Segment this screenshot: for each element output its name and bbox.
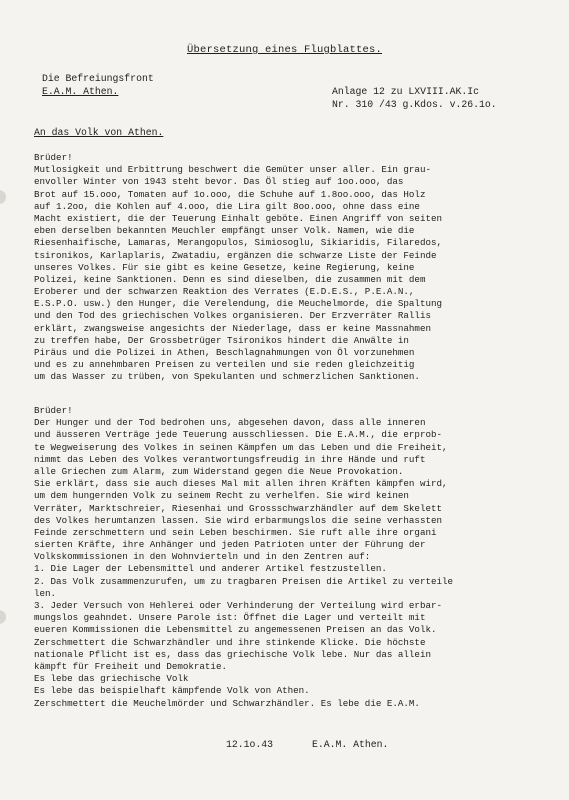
punch-hole — [0, 190, 6, 204]
text-line: eueren Kommissionen die Lebensmittel zu angemessenen Preisen an das Volk. — [34, 624, 437, 636]
text-line: Verräter, Marktschreier, Riesenhai und Grossschwarzhändler auf dem Skelett — [34, 502, 442, 514]
text-line: Riesenhaifische, Lamaras, Merangopulos, Simiosoglu, Sikiaridis, Filaredos, — [34, 237, 442, 249]
sender-line2: E.A.M. Athen. — [42, 86, 119, 97]
text-line: Zerschmettert die Schwarzhändler und ihre stinkende Klicke. Die höchste — [34, 636, 426, 648]
text-line: alle Griechen zum Alarm, zum Widerstand gegen die Neue Provokation. — [34, 465, 404, 477]
text-line: Volkskommissionen in den Wohnvierteln und in den Zentren auf: — [34, 551, 371, 563]
text-line: len. — [34, 587, 57, 599]
text-line: mungslos geahndet. Unsere Parole ist: Öffnet die Lager und verteilt mit — [34, 612, 426, 624]
text-line: und den Tod des griechischen Volkes organisieren. Der Erzverräter Rallis — [34, 310, 431, 322]
text-line: Brot auf 15.ooo, Tomaten auf 1o.ooo, die Schuhe auf 1.8oo.ooo, das Holz — [34, 188, 426, 200]
text-line: eben derselben bekannten Meuchler empfängt unser Volk. Namen, wie die — [34, 225, 415, 237]
reference-line2: Nr. 310 /43 g.Kdos. v.26.1o. — [332, 99, 497, 110]
text-line: unseres Volkes. Für sie gibt es keine Gesetze, keine Regierung, keine — [34, 261, 415, 273]
text-line: Es lebe das beispielhaft kämpfende Volk von Athen. — [34, 685, 310, 697]
paragraph-2 — [34, 405, 554, 710]
text-line: und es zu annehmbaren Preisen zu verteilen und sie reden gleichzeitig — [34, 359, 415, 371]
text-line: Feinde zerschmettern und sein Leben beschirmen. Sie ruft alle ihre organi — [34, 526, 437, 538]
text-line: und äusseren Verträge jede Teuerung ausschliessen. Die E.A.M., die erprob- — [34, 429, 442, 441]
text-line: nimmt das Leben des Volkes verantwortungsfreudig in ihre Hände und ruft — [34, 453, 426, 465]
text-line: Eroberer und der schwarzen Reaktion des Verrates (E.D.E.S., P.E.A.N., — [34, 286, 415, 298]
sender-line1: Die Befreiungsfront — [42, 73, 154, 84]
text-line: envoller Winter von 1943 steht bevor. Das Öl stieg auf 1oo.ooo, das — [34, 176, 404, 188]
paragraph-1 — [34, 152, 554, 384]
text-line: Piräus und die Polizei in Athen, Beschlagnahmungen von Öl vorzunehmen — [34, 347, 415, 358]
reference-line1: Anlage 12 zu LXVIII.AK.Ic — [332, 86, 479, 97]
text-line: Brüder! — [34, 405, 73, 416]
text-line: 1. Die Lager der Lebensmittel und anderer Artikel festzustellen. — [34, 563, 387, 575]
text-line: kämpft für Freiheit und Demokratie. — [34, 660, 227, 672]
text-line: 2. Das Volk zusammenzurufen, um zu tragbaren Preisen die Artikel zu verteile — [34, 575, 454, 587]
text-line: des Volkes herumtanzen lassen. Sie wird erbarmungslos die seine verhassten — [34, 514, 442, 526]
text-line: E.S.P.O. usw.) den Hunger, die Verelendung, die Meuchelmorde, die Spaltung — [34, 298, 442, 310]
text-line: tsironikos, Karlaplaris, Zwatadiu, ergänzen die schwarze Liste der Feinde — [34, 249, 437, 261]
text-line: Polizei, keine Sanktionen. Denn es sind dieselben, die zusammen mit dem — [34, 273, 426, 285]
text-line: sierten Kräfte, ihre Anhänger und jeden Patrioten unter der Führung der — [34, 539, 426, 551]
text-line: Es lebe das griechische Volk — [34, 673, 189, 685]
text-line: Der Hunger und der Tod bedrohen uns, abgesehen davon, dass alle inneren — [34, 417, 426, 429]
footer-date: 12.1o.43 — [226, 739, 274, 750]
footer-signature: E.A.M. Athen. — [312, 739, 389, 750]
text-line: Mutlosigkeit und Erbittrung beschwert die Gemüter unser aller. Ein grau- — [34, 164, 431, 176]
address-line: An das Volk von Athen. — [34, 127, 164, 138]
text-line: auf 1.2oo, die Kohlen auf 4.ooo, die Lira gilt 8oo.ooo, ohne dass eine — [34, 200, 420, 212]
text-line: um dem hungernden Volk zu seinem Recht zu verhelfen. Sie wird keinen — [34, 490, 409, 502]
text-line: Sie erklärt, dass sie auch dieses Mal mit allen ihren Kräften kämpfen wird, — [34, 478, 448, 490]
text-line: Zerschmettert die Meuchelmörder und Schwarzhändler. Es lebe die E.A.M. — [34, 697, 420, 709]
document-title: Übersetzung eines Flugblattes. — [186, 44, 383, 56]
text-line: erklärt, zwangsweise angesichts der Niederlage, dass er keine Massnahmen — [34, 322, 431, 334]
text-line: nationale Pflicht ist es, dass das griechische Volk lebe. Nur das allein — [34, 648, 431, 660]
punch-hole — [0, 610, 6, 624]
text-line: zu treffen habe, Der Grossbetrüger Tsironikos hindert die Anwälte in — [34, 334, 409, 346]
text-line: Brüder! — [34, 152, 73, 163]
text-line: Macht existiert, die der Teuerung Einhalt geböte. Einen Angriff von seiten — [34, 212, 442, 224]
text-line: te Wegweiserung des Volkes in seinen Kämpfen um das Leben und die Freiheit, — [34, 441, 448, 453]
text-line: 3. Jeder Versuch von Hehlerei oder Verhinderung der Verteilung wird erbar- — [34, 600, 442, 611]
text-line: um das Wasser zu trüben, von Spekulanten und schmerzlichen Sanktionen. — [34, 371, 420, 383]
